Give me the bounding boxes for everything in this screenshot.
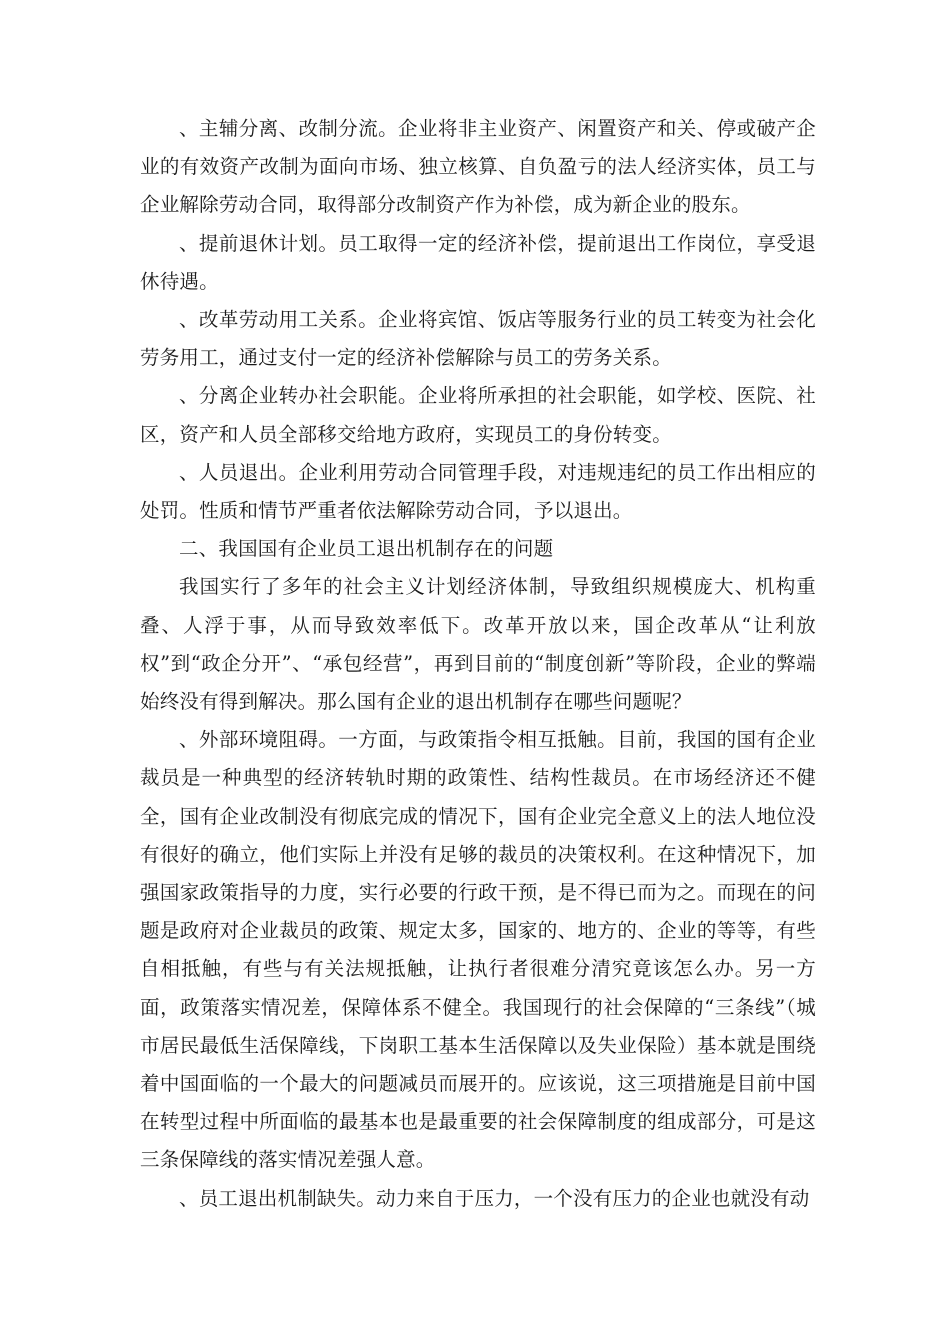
paragraph-social-functions-separation: 、分离企业转办社会职能。企业将所承担的社会职能，如学校、医院、社区，资产和人员全部移交给地方政府，实现员工的身份转变。	[140, 384, 816, 446]
paragraph-planned-economy: 我国实行了多年的社会主义计划经济体制，导致组织规模庞大、机构重叠、人浮于事，从而导致效率低下。改革开放以来，国企改革从“让利放权”到“政企分开”、“承包经营”，再到目前的“制度创新”等阶段，企业的弊端始终没有得到解决。那么国有企业的退出机制存在哪些问题呢？	[140, 575, 816, 714]
document-page	[140, 110, 816, 1218]
paragraph-labor-relations-reform: 、改革劳动用工关系。企业将宾馆、饭店等服务行业的员工转变为社会化劳务用工，通过支付一定的经济补偿解除与员工的劳务关系。	[140, 308, 816, 370]
paragraph-main-auxiliary-separation: 、主辅分离、改制分流。企业将非主业资产、闲置资产和关、停或破产企业的有效资产改制为面向市场、独立核算、自负盈亏的法人经济实体，员工与企业解除劳动合同，取得部分改制资产作为补偿，成为新企业的股东。	[140, 117, 816, 217]
paragraph-personnel-exit: 、人员退出。企业利用劳动合同管理手段，对违规违纪的员工作出相应的处罚。性质和情节严重者依法解除劳动合同，予以退出。	[140, 460, 816, 523]
section-heading: 二、我国国有企业员工退出机制存在的问题	[179, 537, 554, 561]
paragraph-external-obstacles: 、外部环境阻碍。一方面，与政策指令相互抵触。目前，我国的国有企业裁员是一种典型的经济转轨时期的政策性、结构性裁员。在市场经济还不健全，国有企业改制没有彻底完成的情况下，国有企业完全意义上的法人地位没有很好的确立，他们实际上并没有足够的裁员的决策权利。在这种情况下，加强国家政策指导的力度，实行必要的行政干预，是不得已而为之。而现在的问题是政府对企业裁员的政策、规定太多，国家的、地方的、企业的等等，有些自相抵触，有些与有关法规抵触，让执行者很难分清究竟该怎么办。另一方面，政策落实情况差，保障体系不健全。我国现行的社会保障的“三条线”（城市居民最低生活保障线，下岗职工基本生活保障以及失业保险）基本就是围绕着中国面临的一个最大的问题减员而展开的。应该说，这三项措施是目前中国在转型过程中所面临的最基本也是最重要的社会保障制度的组成部分，可是这三条保障线的落实情况差强人意。	[140, 728, 816, 1172]
paragraph-exit-mechanism-missing: 、员工退出机制缺失。动力来自于压力，一个没有压力的企业也就没有动	[179, 1186, 810, 1210]
paragraph-early-retirement: 、提前退休计划。员工取得一定的经济补偿，提前退出工作岗位，享受退休待遇。	[140, 231, 816, 293]
